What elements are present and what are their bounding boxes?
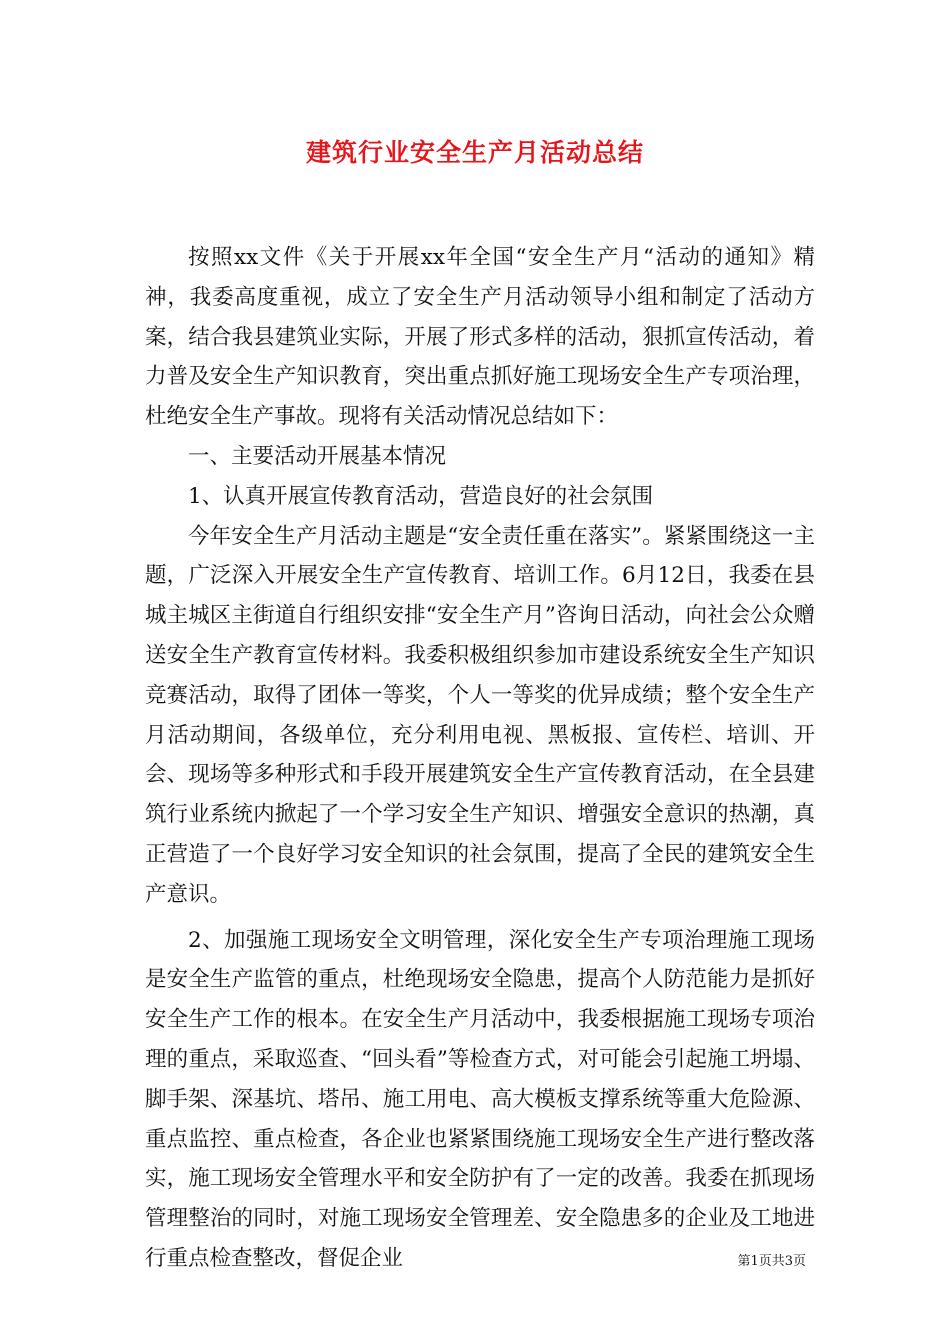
paragraph-publicity: 今年安全生产月活动主题是“安全责任重在落实”。紧紧围绕这一主题，广泛深入开展安全生产宣传教育、培训工作。6月12日，我委在县城主城区主街道自行组织安排“安全生产月”咨询日活动，向社会公众赠送安全生产教育宣传材料。我委积极组织参加市建设系统安全生产知识竞赛活动，取得了团体一等奖，个人一等奖的优异成绩；整个安全生产月活动期间，各级单位，充分利用电视、黑板报、宣传栏、培训、开会、现场等多种形式和手段开展建筑安全生产宣传教育活动，在全县建筑行业系统内掀起了一个学习安全生产知识、增强安全意识的热潮，真正营造了一个良好学习安全知识的社会氛围，提高了全民的建筑安全生产意识。 xyxy=(145,523,815,907)
document-body xyxy=(145,238,815,1279)
paragraph-intro: 按照xx文件《关于开展xx年全国“安全生产月“活动的通知》精神，我委高度重视，成立了安全生产月活动领导小组和制定了活动方案，结合我县建筑业实际，开展了形式多样的活动，狠抓宣传活动，着力普及安全生产知识教育，突出重点抓好施工现场安全生产专项治理，杜绝安全生产事故。现将有关活动情况总结如下： xyxy=(145,245,815,430)
paragraph-site-management: 2、加强施工现场安全文明管理，深化安全生产专项治理施工现场是安全生产监管的重点，杜绝现场安全隐患，提高个人防范能力是抓好安全生产工作的根本。在安全生产月活动中，我委根据施工现场专项治理的重点，采取巡查、“回头看”等检查方式，对可能会引起施工坍塌、脚手架、深基坑、塔吊、施工用电、高大模板支撑系统等重大危险源、重点监控、重点检查，各企业也紧紧围绕施工现场安全生产进行整改落实，施工现场安全管理水平和安全防护有了一定的改善。我委在抓现场管理整治的同时，对施工现场安全管理差、安全隐患多的企业及工地进行重点检查整改，督促企业 xyxy=(145,927,815,1271)
page-number: 第1页共3页 xyxy=(737,1254,806,1269)
document-title: 建筑行业安全生产月活动总结 xyxy=(305,138,644,167)
subsection-heading-1: 1、认真开展宣传教育活动，营造良好的社会氛围 xyxy=(188,483,654,509)
section-heading-1: 一、主要活动开展基本情况 xyxy=(188,443,447,469)
